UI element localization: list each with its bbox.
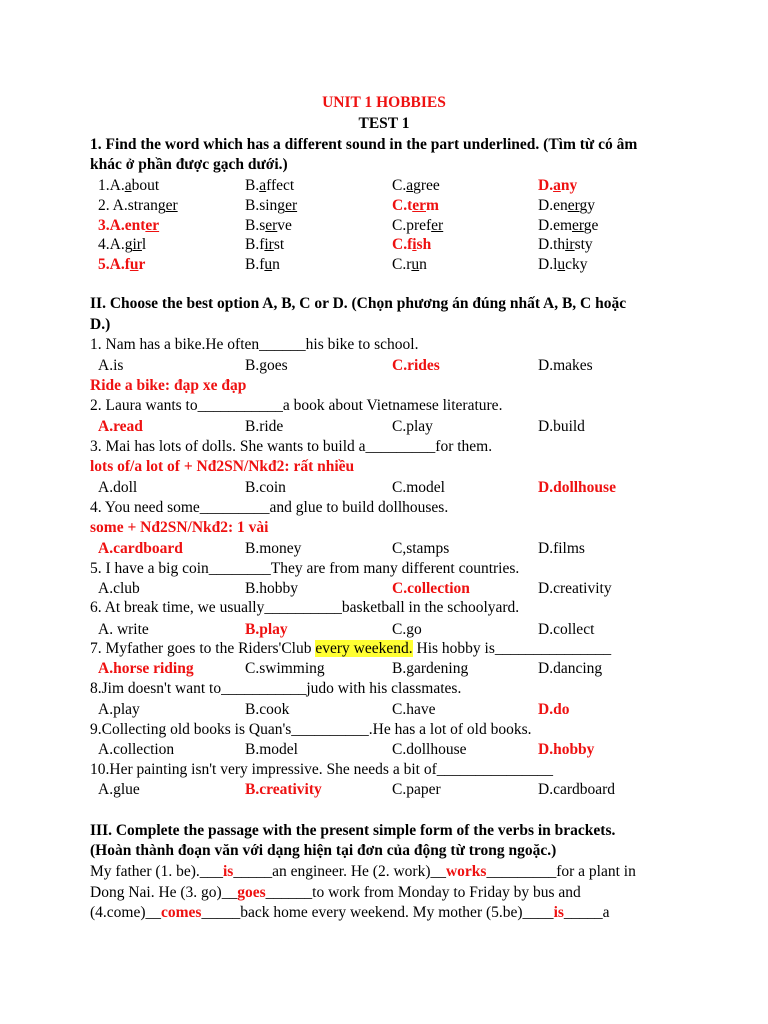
option-text-part: B.	[245, 177, 260, 194]
answer-option: C,stamps	[392, 540, 450, 557]
passage-text: Dong Nai. He (3. go)__	[90, 884, 238, 901]
option-text-part: a	[259, 177, 267, 194]
section1-option	[538, 196, 595, 216]
option-text-part: u	[129, 256, 139, 273]
section1-option	[392, 255, 427, 275]
option-text-part: D.en	[538, 197, 568, 214]
option-text-part: C.r	[392, 256, 412, 273]
answer-option: D.do	[538, 701, 570, 718]
answer-option: A. write	[98, 621, 149, 638]
answer-option: C.go	[392, 621, 422, 638]
section1-option	[392, 235, 431, 255]
option-text-part: ir	[264, 236, 274, 253]
option-text-part: C.	[392, 177, 407, 194]
section2-heading-line1: II. Choose the best option A, B, C or D. (Chọn phương án đúng nhất A, B, C hoặc	[90, 295, 627, 312]
section1-option	[538, 176, 577, 196]
option-text-part: er	[285, 197, 298, 214]
note-4: some + Nđ2SN/Nkđ2: 1 vài	[90, 519, 269, 536]
option-text-part: u	[557, 256, 566, 273]
answer-option: D.makes	[538, 357, 593, 374]
option-text-part: er	[412, 197, 426, 214]
question-6: 6. At break time, we usually__________basketball in the schoolyard.	[90, 599, 520, 616]
option-text-part: er	[165, 197, 178, 214]
option-text-part: sh	[416, 236, 432, 253]
question-8: 8.Jim doesn't want to___________judo with his classmates.	[90, 680, 462, 697]
answer-3: goes	[237, 884, 266, 901]
passage-text: _____back home every weekend. My mother (5.be)____	[201, 904, 554, 921]
section2-heading-line2: D.)	[90, 316, 111, 333]
option-text-part: n	[419, 256, 427, 273]
section1-option	[538, 216, 598, 236]
answer-4: comes	[161, 904, 202, 921]
page-subtitle: TEST 1	[358, 115, 410, 132]
answer-option: D.hobby	[538, 741, 595, 758]
answer-option: D.films	[538, 540, 585, 557]
option-text-part: 1.A.	[98, 177, 125, 194]
option-text-part: ffect	[266, 177, 295, 194]
section1-option	[392, 176, 440, 196]
option-text-part: D.	[538, 177, 554, 194]
option-text-part: D.th	[538, 236, 566, 253]
answer-option: A.is	[98, 357, 124, 374]
option-text-part: B.f	[245, 236, 265, 253]
answer-option: A.cardboard	[98, 540, 183, 557]
question-9: 9.Collecting old books is Quan's__________.He has a lot of old books.	[90, 721, 532, 738]
option-text-part: n	[272, 256, 280, 273]
option-text-part: u	[411, 256, 420, 273]
passage-text: ______to work from Monday to Friday by bus and	[265, 884, 581, 901]
answer-option: B.gardening	[392, 660, 469, 677]
option-text-part: l	[141, 236, 147, 253]
option-text-part: ge	[583, 217, 599, 234]
answer-option: D.cardboard	[538, 781, 616, 798]
option-text-part: m	[426, 197, 439, 214]
section3-heading-line2: (Hoàn thành đoạn văn với dạng hiện tại đơn của động từ trong ngoặc.)	[90, 842, 557, 859]
section1-option	[392, 216, 443, 236]
answer-option: B.ride	[245, 418, 284, 435]
option-text-part: C.f	[392, 236, 413, 253]
option-text-part: ir	[565, 236, 575, 253]
option-text-part: ny	[560, 177, 578, 194]
answer-option: B.coin	[245, 479, 286, 496]
option-text-part: bout	[131, 177, 160, 194]
answer-option: D.dollhouse	[538, 479, 616, 496]
option-text-part: 2. A.strang	[98, 197, 166, 214]
answer-option: A.read	[98, 418, 143, 435]
answer-option: B.cook	[245, 701, 290, 718]
question-4: 4. You need some_________and glue to build dollhouses.	[90, 499, 449, 516]
option-text-part: C.pref	[392, 217, 432, 234]
passage-line-1	[0, 862, 768, 882]
option-text-part: 5.A.f	[98, 256, 130, 273]
question-1: 1. Nam has a bike.He often______his bike to school.	[90, 336, 419, 353]
question-7	[0, 639, 768, 659]
option-text-part: u	[264, 256, 273, 273]
option-text-part: a	[406, 177, 414, 194]
answer-option: A.glue	[98, 781, 140, 798]
section1-heading-line2: khác ở phần được gạch dưới.)	[90, 156, 288, 173]
answer-option: D.build	[538, 418, 585, 435]
answer-option: A.play	[98, 701, 140, 718]
question-7-text-b: His hobby is_______________	[412, 640, 612, 657]
note-3: lots of/a lot of + Nđ2SN/Nkđ2: rất nhiều	[90, 458, 355, 475]
option-text-part: gy	[579, 197, 595, 214]
option-text-part: B.sing	[245, 197, 286, 214]
option-text-part: D.em	[538, 217, 573, 234]
question-7-highlight: every weekend.	[315, 640, 413, 657]
answer-option: C.have	[392, 701, 436, 718]
section1-option	[245, 196, 297, 216]
option-text-part: er	[431, 217, 444, 234]
option-text-part: er	[567, 197, 580, 214]
note-1: Ride a bike: đạp xe đạp	[90, 377, 247, 394]
option-text-part: er	[572, 217, 584, 234]
section1-option	[98, 235, 146, 255]
answer-option: C.paper	[392, 781, 441, 798]
answer-option: B.play	[245, 621, 288, 638]
answer-option: D.dancing	[538, 660, 603, 677]
answer-option: C.model	[392, 479, 445, 496]
page-title: UNIT 1 HOBBIES	[322, 94, 446, 111]
option-text-part: st	[273, 236, 285, 253]
section1-option	[98, 255, 145, 275]
passage-line-2	[0, 883, 768, 903]
section1-option	[245, 176, 294, 196]
option-text-part: a	[124, 177, 132, 194]
section3-heading-line1: III. Complete the passage with the present simple form of the verbs in brackets.	[90, 822, 616, 839]
option-text-part: ve	[277, 217, 292, 234]
question-3: 3. Mai has lots of dolls. She wants to build a_________for them.	[90, 438, 493, 455]
answer-option: B.hobby	[245, 580, 298, 597]
option-text-part: B.f	[245, 256, 265, 273]
answer-option: A.horse riding	[98, 660, 194, 677]
section1-option	[98, 216, 159, 236]
option-text-part: D.l	[538, 256, 558, 273]
answer-option: C.collection	[392, 580, 470, 597]
section1-option	[538, 235, 593, 255]
option-text-part: gree	[413, 177, 440, 194]
option-text-part: er	[265, 217, 278, 234]
answer-option: A.doll	[98, 479, 138, 496]
answer-option: A.club	[98, 580, 140, 597]
answer-option: A.collection	[98, 741, 175, 758]
answer-option: D.creativity	[538, 580, 612, 597]
section1-option	[538, 255, 588, 275]
option-text-part: cky	[565, 256, 588, 273]
section1-option	[245, 255, 280, 275]
answer-1: is	[223, 863, 234, 880]
option-text-part: 3.A.ent	[98, 217, 146, 234]
passage-text: My father (1. be).___	[90, 863, 223, 880]
option-text-part: i	[412, 236, 417, 253]
passage-line-3	[0, 903, 768, 923]
option-text-part: er	[145, 217, 160, 234]
answer-option: C.play	[392, 418, 433, 435]
answer-option: B.goes	[245, 357, 288, 374]
section1-option	[245, 216, 292, 236]
passage-text: (4.come)__	[90, 904, 162, 921]
answer-option: C.swimming	[245, 660, 325, 677]
answer-5: is	[553, 904, 564, 921]
passage-text: _____a	[563, 904, 610, 921]
answer-option: C.rides	[392, 357, 440, 374]
question-2: 2. Laura wants to___________a book about Vietnamese literature.	[90, 397, 503, 414]
option-text-part: 4.A.g	[98, 236, 133, 253]
section1-option	[98, 196, 178, 216]
section1-option	[98, 176, 159, 196]
answer-option: C.dollhouse	[392, 741, 467, 758]
answer-option: B.model	[245, 741, 298, 758]
option-text-part: C.t	[392, 197, 413, 214]
option-text-part: sty	[574, 236, 593, 253]
option-text-part: a	[553, 177, 561, 194]
answer-option: B.creativity	[245, 781, 322, 798]
passage-text: _________for a plant in	[486, 863, 636, 880]
answer-option: B.money	[245, 540, 302, 557]
question-7-text-a: 7. Myfather goes to the Riders'Club	[90, 640, 316, 657]
question-10: 10.Her painting isn't very impressive. She needs a bit of_______________	[90, 761, 553, 778]
question-5: 5. I have a big coin________They are from many different countries.	[90, 560, 520, 577]
option-text-part: r	[138, 256, 146, 273]
option-text-part: B.s	[245, 217, 266, 234]
section1-option	[392, 196, 439, 216]
answer-2: works	[445, 863, 487, 880]
option-text-part: ir	[132, 236, 142, 253]
section1-option	[245, 235, 284, 255]
section1-heading-line1: 1. Find the word which has a different sound in the part underlined. (Tìm từ có âm	[90, 136, 638, 153]
passage-text: _____an engineer. He (2. work)__	[233, 863, 446, 880]
answer-option: D.collect	[538, 621, 595, 638]
